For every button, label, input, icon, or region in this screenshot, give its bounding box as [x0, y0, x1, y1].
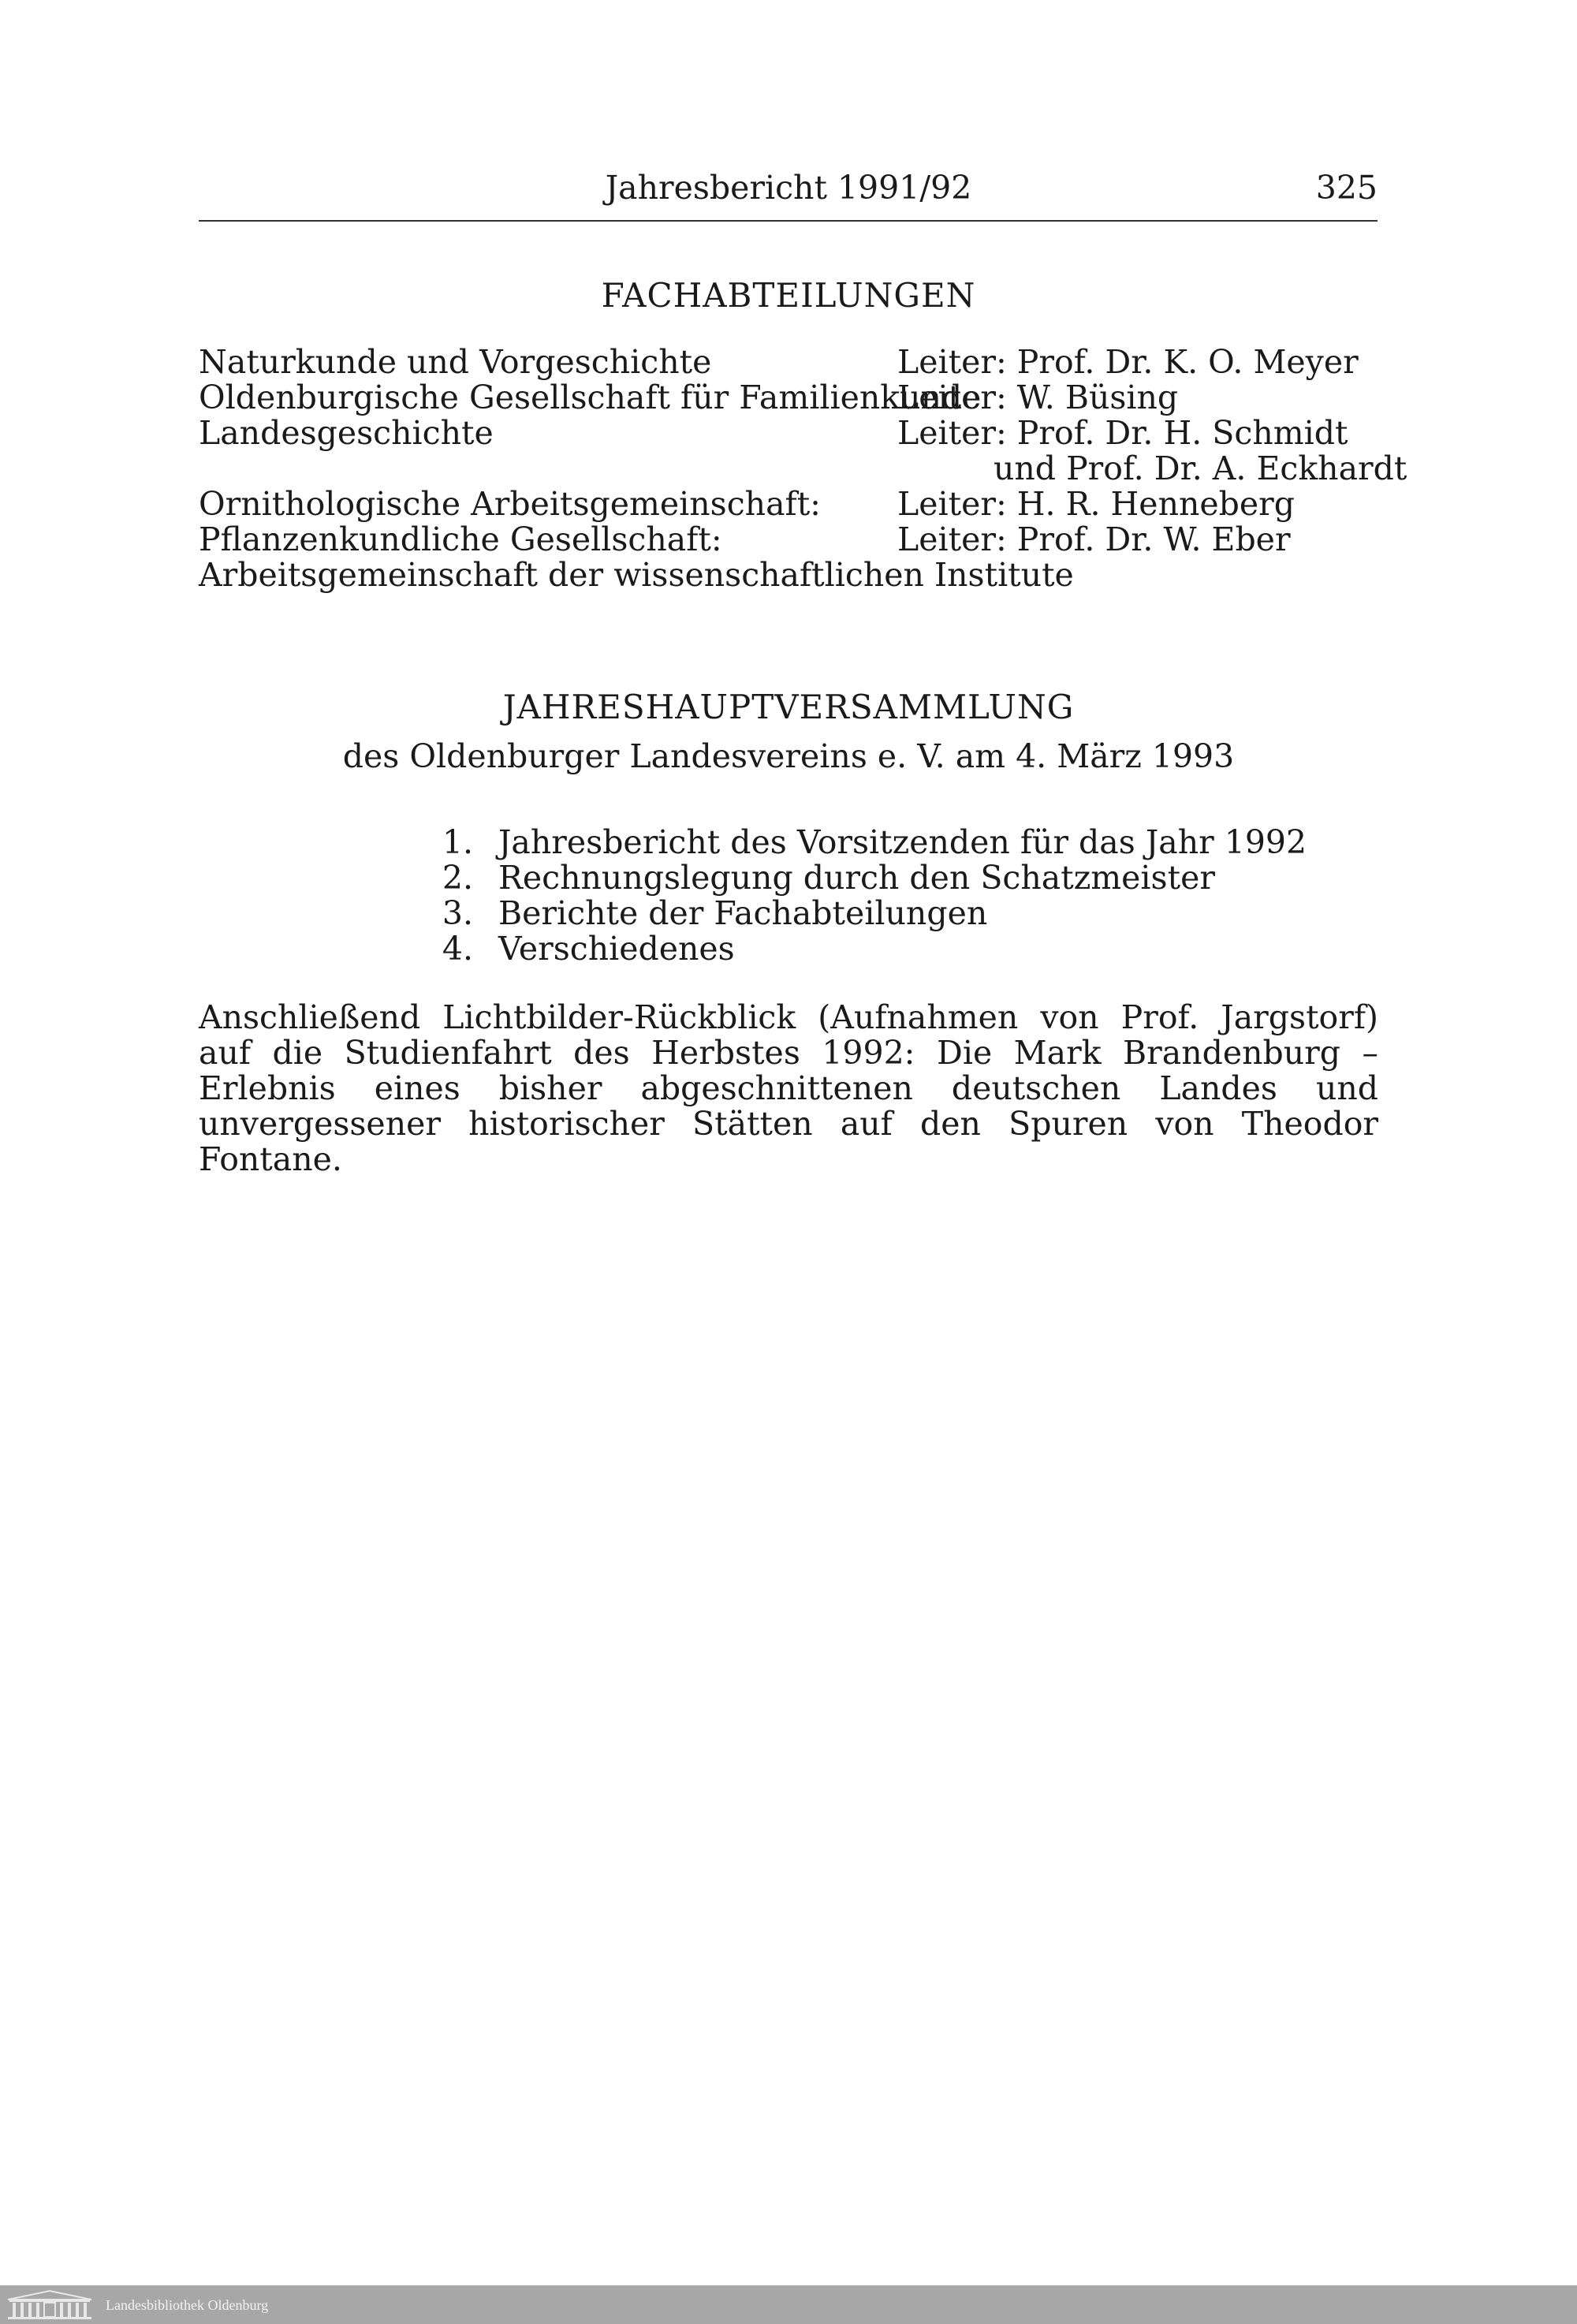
section-heading-fachabteilungen: FACHABTEILUNGEN — [601, 276, 976, 315]
page-number: 325 — [1315, 169, 1378, 207]
agenda-item-text: Berichte der Fachabteilungen — [498, 894, 988, 932]
department-leader-continued: und Prof. Dr. A. Eckhardt — [994, 450, 1407, 487]
agenda-item-number: 1. — [442, 823, 473, 861]
footer-library-name: Landesbibliothek Oldenburg — [106, 2297, 269, 2313]
department-name: Ornithologische Arbeitsgemeinschaft: — [199, 485, 821, 523]
department-leader: Leiter: W. Büsing — [897, 379, 1179, 416]
department-leader: Leiter: Prof. Dr. K. O. Meyer — [897, 343, 1359, 381]
library-building-logo-icon — [3, 2289, 96, 2320]
department-name: Naturkunde und Vorgeschichte — [199, 343, 712, 381]
agenda-item-number: 4. — [442, 930, 473, 968]
agenda-item-text: Verschiedenes — [498, 930, 735, 968]
meeting-subheading: des Oldenburger Landesvereins e. V. am 4. März 1993 — [342, 737, 1235, 775]
department-leader: Leiter: Prof. Dr. W. Eber — [897, 520, 1291, 558]
department-name: Arbeitsgemeinschaft der wissenschaftlichen Institute — [199, 556, 1074, 594]
agenda-item-number: 3. — [442, 894, 473, 932]
department-name: Landesgeschichte — [199, 414, 494, 452]
department-name: Oldenburgische Gesellschaft für Familienkunde — [199, 379, 982, 416]
agenda-item-number: 2. — [442, 859, 473, 897]
agenda-item-text: Rechnungslegung durch den Schatzmeister — [498, 859, 1215, 897]
header-rule — [199, 220, 1378, 222]
department-leader: Leiter: H. R. Henneberg — [897, 485, 1295, 523]
closing-paragraph: Anschließend Lichtbilder-Rückblick (Aufnahmen von Prof. Jargstorf) auf die Studienfahrt des Herbstes 1992: Die Mark Brandenburg – Erlebnis eines bisher abgeschnittenen deutschen Landes und unvergessener historischer Stätten auf den Spuren von Theodor Fontane. — [199, 998, 1378, 1178]
agenda-item-text: Jahresbericht des Vorsitzenden für das Jahr 1992 — [498, 823, 1307, 861]
running-title: Jahresbericht 1991/92 — [605, 169, 972, 207]
section-heading-jahreshauptversammlung: JAHRESHAUPTVERSAMMLUNG — [502, 688, 1075, 726]
footer-bar — [0, 2285, 1577, 2324]
department-leader: Leiter: Prof. Dr. H. Schmidt — [897, 414, 1348, 452]
department-name: Pflanzenkundliche Gesellschaft: — [199, 520, 722, 558]
